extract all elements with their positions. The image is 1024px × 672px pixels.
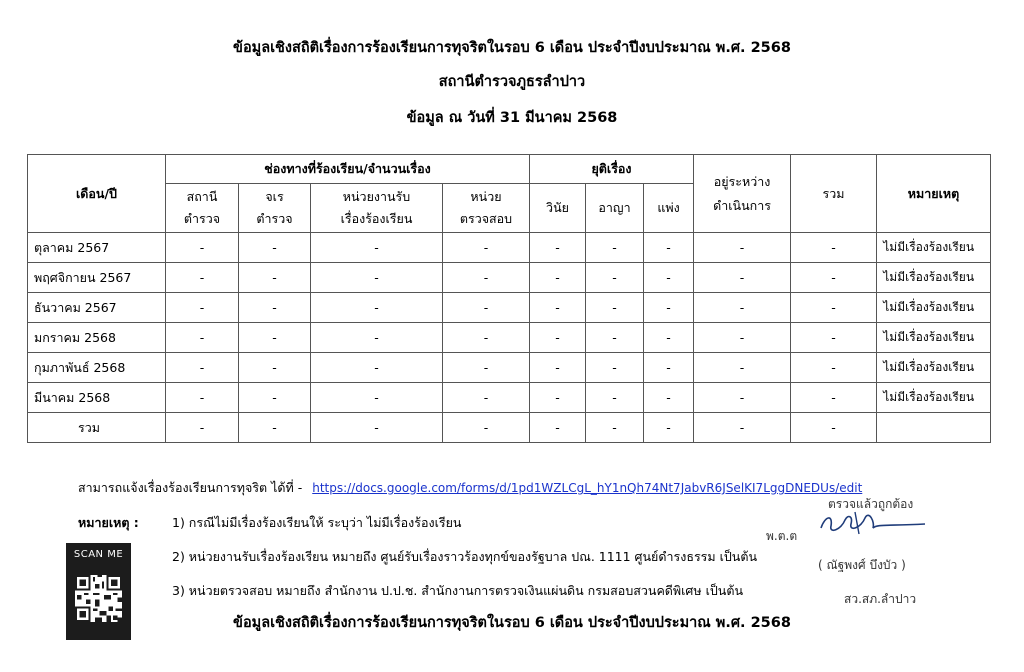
value-cell: - — [586, 323, 644, 353]
value-cell: - — [644, 263, 694, 293]
value-cell: - — [443, 263, 530, 293]
value-cell: - — [791, 293, 877, 323]
value-cell: - — [239, 233, 311, 263]
value-cell: - — [644, 233, 694, 263]
month-cell: ธันวาคม 2567 — [28, 293, 166, 323]
header-ended: ยุติเรื่อง — [530, 155, 694, 184]
value-cell: - — [586, 233, 644, 263]
value-cell: - — [586, 353, 644, 383]
value-cell: - — [694, 293, 791, 323]
value-cell: - — [530, 353, 586, 383]
note-3: 3) หน่วยตรวจสอบ หมายถึง สำนักงาน ป.ป.ช. สำนักงานการตรวจเงินแผ่นดิน กรมสอบสวนคดีพิเศษ เป็นต้น — [172, 583, 743, 598]
total-value-cell: - — [586, 413, 644, 443]
header-pending: อยู่ระหว่าง ดำเนินการ — [694, 155, 791, 233]
header-total: รวม — [791, 155, 877, 233]
remark-cell: ไม่มีเรื่องร้องเรียน — [877, 383, 991, 413]
value-cell: - — [694, 353, 791, 383]
complaint-statistics-table — [27, 154, 991, 443]
value-cell: - — [530, 263, 586, 293]
total-remark-cell — [877, 413, 991, 443]
notes-heading: หมายเหตุ : — [78, 515, 139, 530]
header-discipline: วินัย — [530, 184, 586, 233]
report-title: ข้อมูลเชิงสถิติเรื่องการร้องเรียนการทุจริตในรอบ 6 เดือน ประจำปีงบประมาณ พ.ศ. 2568 — [233, 40, 791, 56]
month-cell: มกราคม 2568 — [28, 323, 166, 353]
value-cell: - — [166, 233, 239, 263]
value-cell: - — [644, 353, 694, 383]
value-cell: - — [586, 383, 644, 413]
value-cell: - — [791, 233, 877, 263]
value-cell: - — [166, 383, 239, 413]
value-cell: - — [311, 383, 443, 413]
table-row — [28, 293, 991, 323]
header-criminal: อาญา — [586, 184, 644, 233]
total-label: รวม — [28, 413, 166, 443]
value-cell: - — [694, 323, 791, 353]
month-cell: มีนาคม 2568 — [28, 383, 166, 413]
remark-cell: ไม่มีเรื่องร้องเรียน — [877, 353, 991, 383]
value-cell: - — [694, 383, 791, 413]
value-cell: - — [586, 293, 644, 323]
header-audit: หน่วย ตรวจสอบ — [443, 184, 530, 233]
value-cell: - — [443, 323, 530, 353]
note-2: 2) หน่วยงานรับเรื่องร้องเรียน หมายถึง ศูนย์รับเรื่องราวร้องทุกข์ของรัฐบาล ปณ. 1111 ศูนย์ดำรงธรรม เป็นต้น — [172, 549, 758, 564]
data-as-of-date: ข้อมูล ณ วันที่ 31 มีนาคม 2568 — [406, 110, 618, 126]
header-agency: หน่วยงานรับ เรื่องร้องเรียน — [311, 184, 443, 233]
total-value-cell: - — [166, 413, 239, 443]
table-row — [28, 383, 991, 413]
value-cell: - — [791, 323, 877, 353]
header-patrol: จเร ตำรวจ — [239, 184, 311, 233]
remark-cell: ไม่มีเรื่องร้องเรียน — [877, 293, 991, 323]
value-cell: - — [644, 383, 694, 413]
report-channel: สามารถแจ้งเรื่องร้องเรียนการทุจริต ได้ที่ - https://docs.google.com/forms/d/1pd1WZLCgL_hY1nQh74Nt7JabvR6JSelKI7LggDNEDUs/edit — [78, 480, 863, 495]
station-name: สถานีตำรวจภูธรลำปาว — [438, 74, 586, 90]
month-cell: ตุลาคม 2567 — [28, 233, 166, 263]
total-row — [28, 413, 991, 443]
value-cell: - — [530, 233, 586, 263]
header-station: สถานี ตำรวจ — [166, 184, 239, 233]
value-cell: - — [166, 323, 239, 353]
remark-cell: ไม่มีเรื่องร้องเรียน — [877, 323, 991, 353]
signature-scribble — [815, 506, 935, 540]
remark-cell: ไม่มีเรื่องร้องเรียน — [877, 233, 991, 263]
table-row — [28, 353, 991, 383]
total-value-cell: - — [644, 413, 694, 443]
verified-note: ตรวจแล้วถูกต้อง — [828, 497, 914, 511]
value-cell: - — [530, 383, 586, 413]
signer-position: สว.สภ.ลำปาว — [844, 592, 917, 606]
value-cell: - — [239, 263, 311, 293]
table-row — [28, 323, 991, 353]
value-cell: - — [311, 263, 443, 293]
value-cell: - — [791, 263, 877, 293]
value-cell: - — [644, 323, 694, 353]
note-1: 1) กรณีไม่มีเรื่องร้องเรียนให้ ระบุว่า ไม่มีเรื่องร้องเรียน — [172, 515, 462, 530]
value-cell: - — [530, 323, 586, 353]
header-remark: หมายเหตุ — [877, 155, 991, 233]
value-cell: - — [791, 353, 877, 383]
remark-cell: ไม่มีเรื่องร้องเรียน — [877, 263, 991, 293]
value-cell: - — [311, 323, 443, 353]
total-value-cell: - — [239, 413, 311, 443]
value-cell: - — [166, 293, 239, 323]
header-month: เดือน/ปี — [28, 155, 166, 233]
value-cell: - — [443, 293, 530, 323]
value-cell: - — [791, 383, 877, 413]
value-cell: - — [443, 383, 530, 413]
table-row — [28, 233, 991, 263]
value-cell: - — [239, 323, 311, 353]
scan-me-label: SCAN ME — [73, 549, 124, 560]
value-cell: - — [239, 353, 311, 383]
footer-title: ข้อมูลเชิงสถิติเรื่องการร้องเรียนการทุจริตในรอบ 6 เดือน ประจำปีงบประมาณ พ.ศ. 2568 — [233, 615, 791, 631]
signer-name: ( ณัฐพงศ์ บึงบัว ) — [818, 558, 906, 572]
total-value-cell: - — [530, 413, 586, 443]
value-cell: - — [644, 293, 694, 323]
value-cell: - — [311, 233, 443, 263]
value-cell: - — [311, 353, 443, 383]
total-value-cell: - — [311, 413, 443, 443]
value-cell: - — [586, 263, 644, 293]
month-cell: กุมภาพันธ์ 2568 — [28, 353, 166, 383]
table-row — [28, 263, 991, 293]
total-value-cell: - — [694, 413, 791, 443]
month-cell: พฤศจิกายน 2567 — [28, 263, 166, 293]
value-cell: - — [166, 353, 239, 383]
value-cell: - — [166, 263, 239, 293]
value-cell: - — [239, 293, 311, 323]
total-value-cell: - — [791, 413, 877, 443]
value-cell: - — [443, 353, 530, 383]
value-cell: - — [311, 293, 443, 323]
value-cell: - — [239, 383, 311, 413]
value-cell: - — [443, 233, 530, 263]
header-civil: แพ่ง — [644, 184, 694, 233]
complaint-form-link[interactable]: https://docs.google.com/forms/d/1pd1WZLCgL_hY1nQh74Nt7JabvR6JSelKI7LggDNEDUs/edit — [312, 481, 863, 495]
total-value-cell: - — [443, 413, 530, 443]
value-cell: - — [694, 233, 791, 263]
value-cell: - — [530, 293, 586, 323]
value-cell: - — [694, 263, 791, 293]
header-channels: ช่องทางที่ร้องเรียน/จำนวนเรื่อง — [166, 155, 530, 184]
signer-rank: พ.ต.ต — [766, 529, 798, 543]
